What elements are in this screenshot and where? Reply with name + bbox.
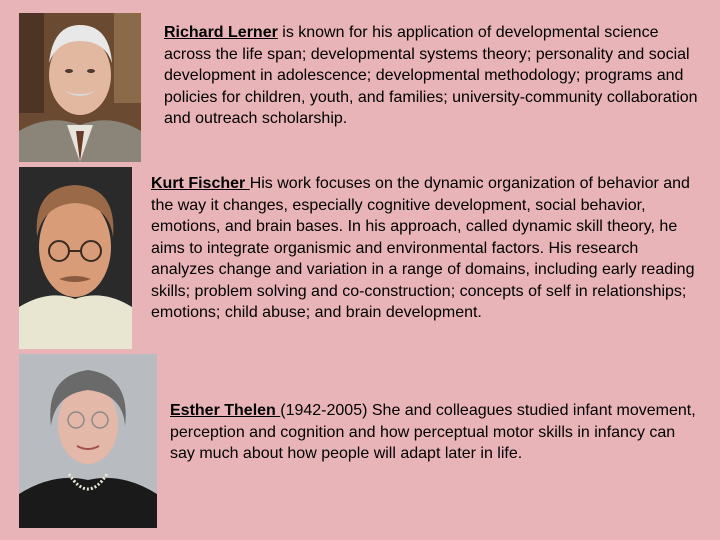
richard-lerner-bio	[164, 22, 704, 130]
esther-thelen-bio	[170, 400, 700, 465]
esther-thelen-name: Esther Thelen	[170, 402, 281, 419]
richard-lerner-name: Richard Lerner	[164, 24, 278, 41]
richard-lerner-photo	[19, 13, 141, 162]
kurt-fischer-bio	[151, 173, 699, 324]
kurt-fischer-photo	[19, 167, 132, 349]
esther-thelen-description: (1942-2005) She and colleagues studied infant movement, perception and cognition and how perceptual motor skills in infancy can say much about how people will adapt later in life.	[170, 402, 696, 462]
richard-lerner-description: is known for his application of developmental science across the life span; developmental systems theory; personality and social development in adolescence; developmental methodology; programs and policies for children, youth, and families; university-community collaboration and outreach scholarship.	[164, 24, 698, 127]
kurt-fischer-name: Kurt Fischer	[151, 175, 250, 192]
kurt-fischer-description: His work focuses on the dynamic organization of behavior and the way it changes, especially cognitive development, social behavior, emotions, and brain bases. In his approach, called dynamic skill theory, he aims to integrate organismic and environmental factors. His research analyzes change and variation in a range of domains, including early reading skills; problem solving and co-construction; concepts of self in relationships; emotions; child abuse; and brain development.	[151, 175, 695, 321]
esther-thelen-photo	[19, 354, 157, 528]
